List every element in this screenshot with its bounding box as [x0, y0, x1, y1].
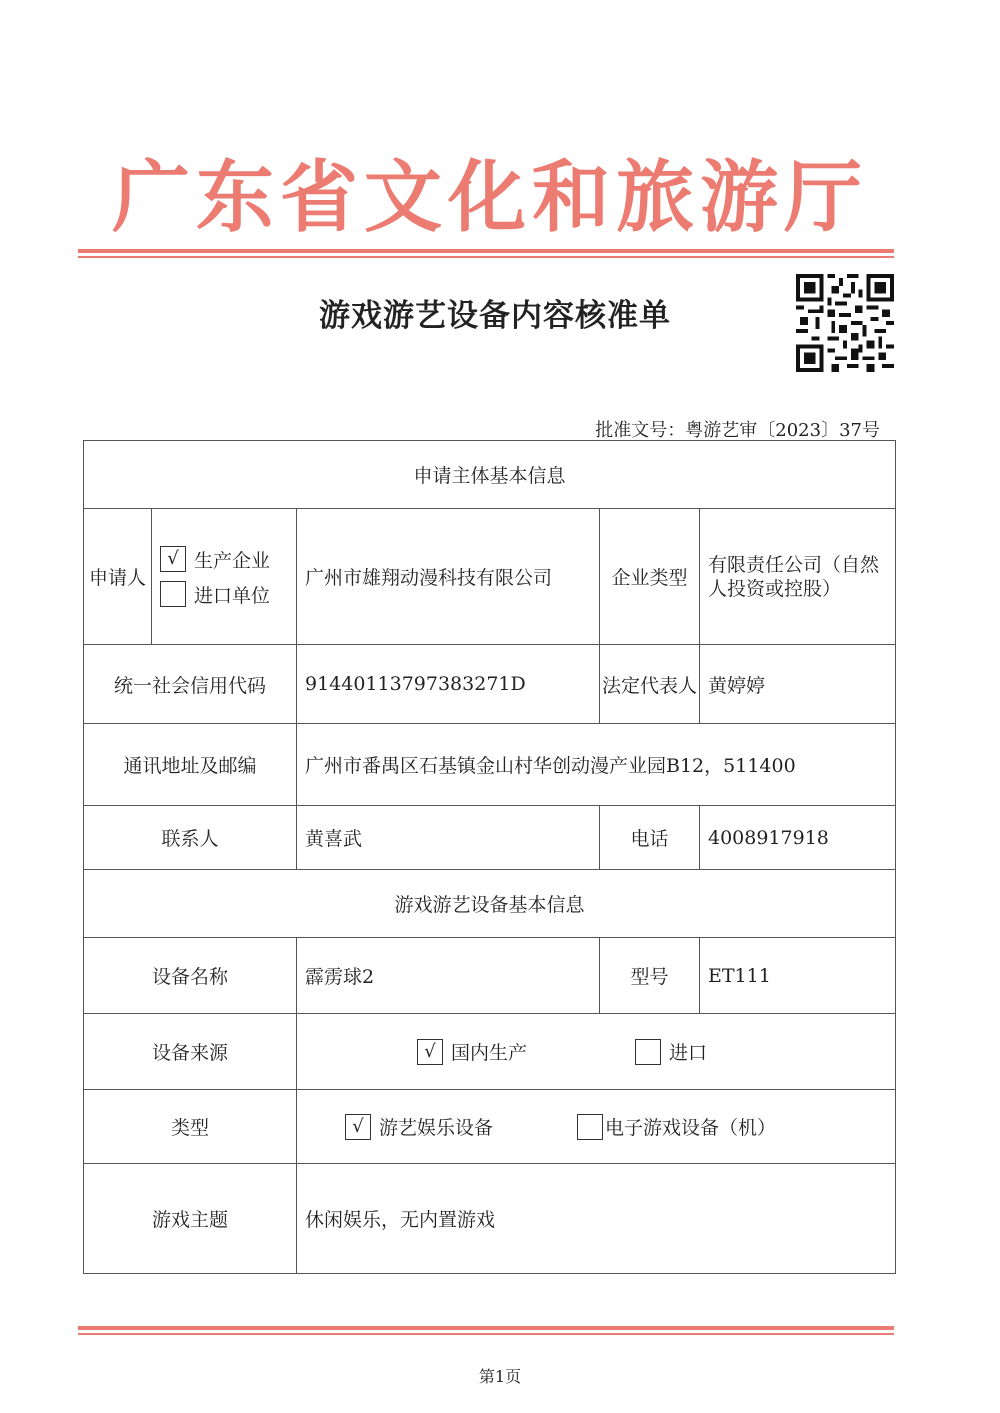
- manufacturer-checkbox: √: [160, 546, 186, 572]
- import-label: 进口: [669, 1042, 708, 1064]
- credit-code-value: 91440113797383271D: [297, 645, 600, 724]
- issuing-authority-title: 广东省文化和旅游厅: [111, 153, 868, 243]
- option-manufacturer: [160, 546, 288, 573]
- import-checkbox: [635, 1039, 661, 1065]
- contact-value: 黄喜武: [297, 806, 600, 870]
- model-label: 型号: [600, 938, 700, 1014]
- legal-rep-label: 法定代表人: [600, 645, 700, 724]
- approval-number: 批准文号：粤游艺审〔2023〕37号: [595, 420, 880, 441]
- page-number: 第1页: [478, 1367, 522, 1386]
- electronic-game-label: 电子游戏设备（机）: [605, 1117, 777, 1139]
- option-importer: [160, 581, 288, 608]
- company-type-label: 企业类型: [600, 509, 700, 645]
- qr-code-icon: [796, 274, 894, 372]
- type-options: [297, 1090, 896, 1164]
- credit-code-label: 统一社会信用代码: [84, 645, 297, 724]
- section-heading-device: 游戏游艺设备基本信息: [84, 870, 896, 938]
- theme-value: 休闲娱乐，无内置游戏: [297, 1164, 896, 1274]
- amusement-checkbox: √: [345, 1114, 371, 1140]
- address-label: 通讯地址及邮编: [84, 724, 297, 806]
- device-name-value: 霹雳球2: [297, 938, 600, 1014]
- manufacturer-label: 生产企业: [194, 549, 271, 572]
- importer-checkbox: [160, 581, 186, 607]
- phone-label: 电话: [600, 806, 700, 870]
- footer-rule-thick: [78, 1326, 894, 1330]
- approval-form-table: [83, 440, 896, 1274]
- phone-value: 4008917918: [700, 806, 896, 870]
- header-rule-thin: [78, 256, 894, 258]
- electronic-game-checkbox: [577, 1114, 603, 1140]
- domestic-checkbox: √: [417, 1039, 443, 1065]
- company-type-value: 有限责任公司（自然人投资或控股）: [700, 509, 896, 645]
- amusement-label: 游艺娱乐设备: [379, 1117, 494, 1139]
- header-rule-thick: [78, 249, 894, 253]
- section-heading-applicant: 申请主体基本信息: [84, 441, 896, 509]
- model-value: ET111: [700, 938, 896, 1014]
- address-value: 广州市番禺区石基镇金山村华创动漫产业园B12，511400: [297, 724, 896, 806]
- domestic-label: 国内生产: [451, 1042, 528, 1064]
- source-options: [297, 1014, 896, 1090]
- type-label: 类型: [84, 1090, 297, 1164]
- applicant-type-options: [152, 509, 297, 645]
- source-label: 设备来源: [84, 1014, 297, 1090]
- footer-rule-thin: [78, 1333, 894, 1335]
- contact-label: 联系人: [84, 806, 297, 870]
- company-name: 广州市雄翔动漫科技有限公司: [297, 509, 600, 645]
- applicant-label: 申请人: [84, 509, 152, 645]
- document-title: 游戏游艺设备内容核准单: [319, 298, 671, 334]
- importer-label: 进口单位: [194, 584, 271, 607]
- device-name-label: 设备名称: [84, 938, 297, 1014]
- theme-label: 游戏主题: [84, 1164, 297, 1274]
- legal-rep-value: 黄婷婷: [700, 645, 896, 724]
